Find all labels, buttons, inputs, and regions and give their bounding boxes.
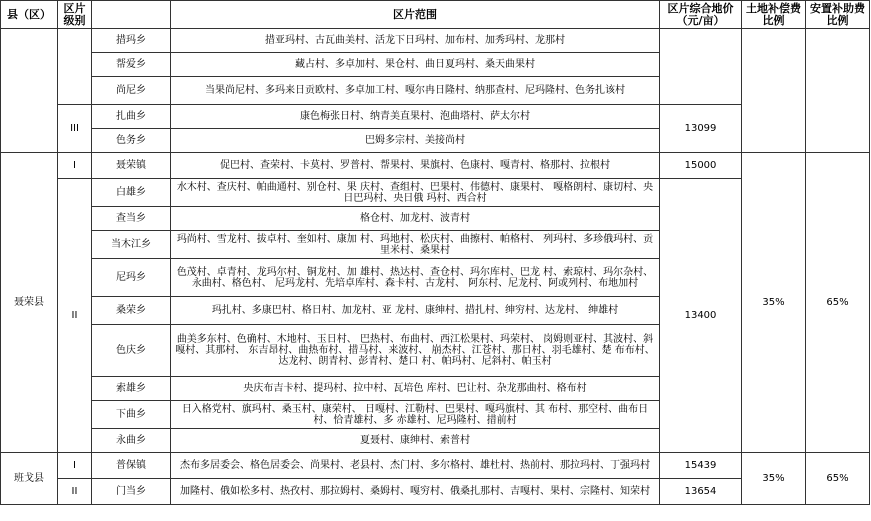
table-row — [1, 479, 870, 505]
scope-cell: 夏聂村、康绅村、索普村 — [171, 429, 660, 453]
town-cell: 白雄乡 — [92, 179, 171, 207]
price-cell-empty — [660, 29, 742, 105]
scope-cell: 促巴村、查荣村、卡莫村、罗普村、帮果村、果旗村、色康村、嘎青村、格那村、拉根村 — [171, 153, 660, 179]
header-scope: 区片范围 — [171, 1, 660, 29]
scope-cell: 当果尚尼村、多玛来日贡欧村、多卓加工村、嘎尔冉日隆村、纳那查村、尼玛隆村、色务扎该村 — [171, 77, 660, 105]
town-cell: 扎曲乡 — [92, 105, 171, 129]
scope-cell: 格仓村、加龙村、波青村 — [171, 207, 660, 231]
scope-cell: 玛扎村、多康巴村、格日村、加龙村、亚 龙村、康绅村、措扎村、绅穷村、达龙村、 绅雄村 — [171, 297, 660, 325]
scope-cell: 日入格党村、旗玛村、桑玉村、康荣村、 日嘎村、江勒村、巴果村、嘎玛旗村、其 布村、那空村、曲布日村、恰青雄村、多 赤雄村、尼玛隆村、措前村 — [171, 401, 660, 429]
level-cell: I — [58, 453, 92, 479]
price-cell: 15439 — [660, 453, 742, 479]
town-cell: 永曲乡 — [92, 429, 171, 453]
resettle-ratio-cell: 65% — [806, 153, 870, 453]
level-cell: I — [58, 153, 92, 179]
town-cell: 色庆乡 — [92, 325, 171, 377]
header-level: 区片级别 — [58, 1, 92, 29]
scope-cell: 色茂村、卓青村、龙玛尔村、铜龙村、加 雄村、热达村、查仓村、玛尔库村、巴龙 村、索琼村、玛尔杂村、永曲村、格色村、 尼玛龙村、先培卓库村、森卡村、古龙村、 阿东村、尼龙村、阿或列村、布地加村 — [171, 259, 660, 297]
scope-cell: 曲美多东村、色确村、木地村、玉日村、 巴热村、布曲村、西江松果村、玛荣村、 岗姆则亚村、其波村、斜嘎村、其那村、 东吉昂村、曲热布村、措马村、来波村、 崩杰村、江苍村、那日村、羽毛雄村、楚 布布村、达龙村、朗青村、彭青村、楚口 村、帕玛村、尼斜村、帕玉村 — [171, 325, 660, 377]
town-cell: 聂荣镇 — [92, 153, 171, 179]
table-row — [1, 453, 870, 479]
scope-cell: 加隆村、俄如松多村、热孜村、那拉姆村、桑姆村、嘎穷村、俄桑扎那村、吉嘎村、果村、宗隆村、知荣村 — [171, 479, 660, 505]
town-cell: 普保镇 — [92, 453, 171, 479]
scope-cell: 措亚玛村、古瓦曲美村、活龙下日玛村、加布村、加秀玛村、龙那村 — [171, 29, 660, 53]
table-row — [1, 29, 870, 53]
town-cell: 色务乡 — [92, 129, 171, 153]
header-county: 县（区） — [1, 1, 58, 29]
town-cell: 帮爱乡 — [92, 53, 171, 77]
town-cell: 尚尼乡 — [92, 77, 171, 105]
county-cell: 班戈县 — [1, 453, 58, 505]
table-row — [1, 179, 870, 207]
header-land-ratio: 土地补偿费比例 — [742, 1, 806, 29]
price-cell: 13654 — [660, 479, 742, 505]
scope-cell: 藏占村、多卓加村、果仓村、曲日夏玛村、桑天曲果村 — [171, 53, 660, 77]
scope-cell: 玛尚村、雪龙村、拔卓村、奎如村、康加 村、玛地村、松庆村、曲擦村、帕格村、 列玛村、多珍俄玛村、贡里米村、桑果村 — [171, 231, 660, 259]
table-row — [1, 153, 870, 179]
table-row — [1, 105, 870, 129]
header-town — [92, 1, 171, 29]
land-ratio-cell-empty — [742, 29, 806, 153]
town-cell: 当木江乡 — [92, 231, 171, 259]
town-cell: 桑荣乡 — [92, 297, 171, 325]
scope-cell: 水木村、查庆村、帕曲通村、别仓村、果 庆村、查组村、巴果村、伟德村、康果村、 嘎格朗村、康切村、央日巴玛村、央日俄 玛村、西合村 — [171, 179, 660, 207]
scope-cell: 康色梅张日村、纳青美直果村、泡曲塔村、萨太尔村 — [171, 105, 660, 129]
scope-cell: 杰布多居委会、格色居委会、尚果村、老县村、杰门村、多尔格村、雄杜村、热前村、那拉玛村、丁强玛村 — [171, 453, 660, 479]
header-row — [1, 1, 870, 29]
scope-cell: 巴姆多宗村、美接尚村 — [171, 129, 660, 153]
town-cell: 查当乡 — [92, 207, 171, 231]
scope-cell: 央庆布吉卡村、提玛村、拉中村、瓦培色 库村、巴让村、杂龙那曲村、格布村 — [171, 377, 660, 401]
town-cell: 尼玛乡 — [92, 259, 171, 297]
land-ratio-cell: 35% — [742, 453, 806, 505]
level-cell — [58, 29, 92, 105]
header-price: 区片综合地价（元/亩） — [660, 1, 742, 29]
level-cell: II — [58, 479, 92, 505]
county-cell — [1, 29, 58, 153]
header-resettle-ratio: 安置补助费比例 — [806, 1, 870, 29]
price-cell: 13099 — [660, 105, 742, 153]
town-cell: 下曲乡 — [92, 401, 171, 429]
level-cell: III — [58, 105, 92, 153]
land-ratio-cell: 35% — [742, 153, 806, 453]
town-cell: 门当乡 — [92, 479, 171, 505]
town-cell: 索雄乡 — [92, 377, 171, 401]
resettle-ratio-cell: 65% — [806, 453, 870, 505]
resettle-ratio-cell-empty — [806, 29, 870, 153]
level-cell: II — [58, 179, 92, 453]
town-cell: 措玛乡 — [92, 29, 171, 53]
county-cell: 聂荣县 — [1, 153, 58, 453]
price-cell: 15000 — [660, 153, 742, 179]
price-cell: 13400 — [660, 179, 742, 453]
